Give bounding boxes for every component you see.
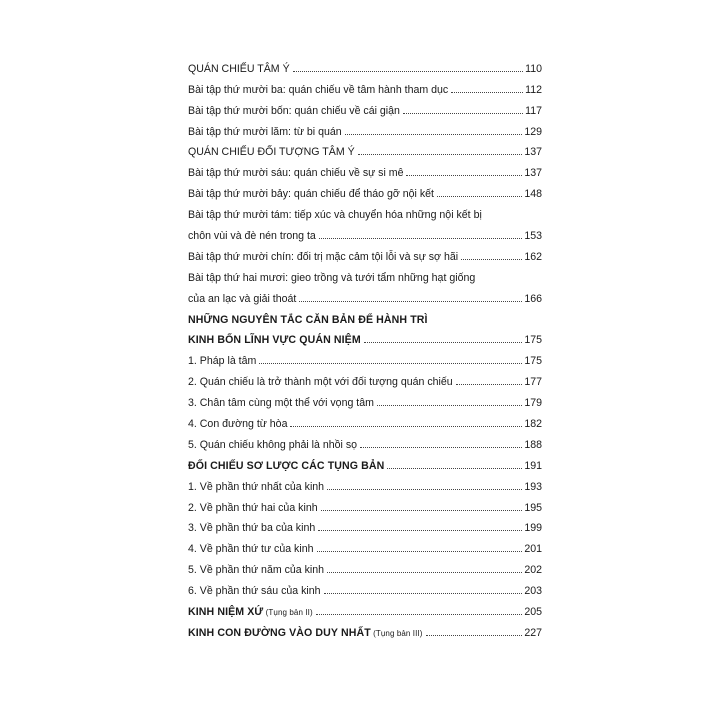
dot-leader <box>358 154 523 155</box>
toc-entry[interactable] <box>188 388 542 409</box>
toc-entry[interactable] <box>188 54 542 75</box>
toc-entry-title: Bài tập thứ mười bảy: quán chiếu để tháo gỡ nội kết <box>188 188 434 201</box>
toc-entry-title: Bài tập thứ mười chín: đối trị mặc cảm tội lỗi và sự sợ hãi <box>188 250 459 263</box>
toc-entry-title: 3. Về phần thứ ba của kinh <box>188 522 316 535</box>
dot-leader <box>451 92 523 93</box>
toc-entry-title: NHỮNG NGUYÊN TẮC CĂN BẢN ĐỂ HÀNH TRÌ <box>188 313 428 326</box>
dot-leader <box>318 530 522 531</box>
toc-entry-title: QUÁN CHIẾU ĐỐI TƯỢNG TÂM Ý <box>188 146 355 159</box>
dot-leader <box>327 489 522 490</box>
page-number: 153 <box>524 230 542 243</box>
toc-entry[interactable] <box>188 242 542 263</box>
toc-entry-title: 4. Con đường từ hòa <box>188 418 288 431</box>
page-number: 110 <box>525 62 542 75</box>
page-number: 201 <box>524 543 542 556</box>
toc-entry[interactable] <box>188 576 542 597</box>
page-number: 179 <box>524 397 542 410</box>
dot-leader <box>316 614 523 615</box>
dot-leader <box>321 510 523 511</box>
toc-entry[interactable] <box>188 305 542 326</box>
page-number: 117 <box>525 104 542 117</box>
toc-entry-subtitle: (Tụng bản II) <box>263 608 313 618</box>
toc-entry-title: 5. Về phần thứ năm của kinh <box>188 564 325 577</box>
toc-entry-title: của an lạc và giải thoát <box>188 292 297 305</box>
toc-entry[interactable] <box>188 117 542 138</box>
dot-leader <box>364 342 523 343</box>
toc-entry-subtitle: (Tụng bản III) <box>370 628 423 638</box>
toc-entry-title: 1. Về phần thứ nhất của kinh <box>188 480 325 493</box>
page-number: 203 <box>524 585 542 598</box>
toc-entry[interactable] <box>188 451 542 472</box>
dot-leader <box>360 447 522 448</box>
page-number: 205 <box>524 606 542 619</box>
toc-entry[interactable] <box>188 597 542 618</box>
toc-entry[interactable] <box>188 367 542 388</box>
page-number: 199 <box>524 522 542 535</box>
toc-entry[interactable] <box>188 284 542 305</box>
toc-entry-title: 6. Về phần thứ sáu của kinh <box>188 585 321 598</box>
dot-leader <box>319 238 523 239</box>
toc-entry[interactable] <box>188 493 542 514</box>
toc-entry[interactable] <box>188 534 542 555</box>
toc-entry-title: 5. Quán chiếu không phải là nhồi sọ <box>188 438 358 451</box>
toc-entry-title: chôn vùi và đè nén trong ta <box>188 230 316 243</box>
dot-leader <box>293 71 523 72</box>
page-number: 148 <box>524 188 542 201</box>
page-number: 175 <box>524 334 542 347</box>
toc-entry[interactable] <box>188 346 542 367</box>
page-number: 177 <box>524 376 542 389</box>
toc-entry-title: 3. Chân tâm cùng một thể với vọng tâm <box>188 397 374 410</box>
dot-leader <box>426 635 523 636</box>
dot-leader <box>377 405 522 406</box>
toc-entry[interactable] <box>188 555 542 576</box>
toc-entry[interactable] <box>188 430 542 451</box>
toc-entry[interactable] <box>188 75 542 96</box>
dot-leader <box>403 113 523 114</box>
page-number: 227 <box>524 626 542 639</box>
dot-leader <box>317 551 523 552</box>
toc-entry-title: Bài tập thứ mười sáu: quán chiếu về sự si mê <box>188 167 404 180</box>
dot-leader <box>406 175 522 176</box>
dot-leader <box>345 134 523 135</box>
page-number: 202 <box>524 564 542 577</box>
page-number: 188 <box>524 438 542 451</box>
toc-entry-title: KINH NIỆM XỨ (Tụng bản II) <box>188 606 313 619</box>
toc-entry-title: Bài tập thứ mười ba: quán chiếu về tâm hành tham dục <box>188 83 449 96</box>
toc-entry-title: QUÁN CHIẾU TÂM Ý <box>188 62 290 75</box>
page-number: 166 <box>524 292 542 305</box>
toc-entry-title: 4. Về phần thứ tư của kinh <box>188 543 314 556</box>
dot-leader <box>324 593 523 594</box>
page-number: 129 <box>524 125 542 138</box>
page-number: 195 <box>524 501 542 514</box>
page-number: 112 <box>525 83 542 96</box>
toc-entry-title: KINH BỐN LĨNH VỰC QUÁN NIỆM <box>188 334 361 347</box>
table-of-contents <box>188 54 542 639</box>
dot-leader <box>437 196 522 197</box>
page-number: 193 <box>524 480 542 493</box>
dot-leader <box>290 426 522 427</box>
toc-entry-title: Bài tập thứ mười bốn: quán chiếu về cái giận <box>188 104 400 117</box>
toc-entry-title: Bài tập thứ mười lăm: từ bi quán <box>188 125 342 138</box>
toc-entry-title: 2. Về phần thứ hai của kinh <box>188 501 318 514</box>
page-number: 191 <box>524 459 542 472</box>
dot-leader <box>387 468 522 469</box>
dot-leader <box>456 384 523 385</box>
page-number: 182 <box>524 418 542 431</box>
toc-entry[interactable] <box>188 179 542 200</box>
dot-leader <box>259 363 522 364</box>
toc-entry[interactable] <box>188 472 542 493</box>
dot-leader <box>327 572 522 573</box>
toc-entry[interactable] <box>188 158 542 179</box>
toc-entry[interactable] <box>188 221 542 242</box>
toc-entry[interactable] <box>188 409 542 430</box>
toc-entry[interactable] <box>188 326 542 347</box>
toc-entry[interactable] <box>188 96 542 117</box>
toc-entry-line: Bài tập thứ hai mươi: gieo trồng và tưới tẩm những hạt giống <box>188 271 476 284</box>
page-number: 175 <box>524 355 542 368</box>
toc-entry-title: ĐỐI CHIẾU SƠ LƯỢC CÁC TỤNG BẢN <box>188 459 385 472</box>
page-number: 137 <box>524 167 542 180</box>
toc-entry-line: Bài tập thứ mười tám: tiếp xúc và chuyển hóa những nội kết bị <box>188 209 482 222</box>
toc-entry-title: KINH CON ĐƯỜNG VÀO DUY NHẤT (Tụng bản III) <box>188 626 423 639</box>
page-number: 137 <box>524 146 542 159</box>
dot-leader <box>299 301 522 302</box>
toc-entry[interactable] <box>188 618 542 639</box>
toc-entry-title: 2. Quán chiếu là trở thành một với đối tượng quán chiếu <box>188 376 453 389</box>
page-number: 162 <box>524 250 542 263</box>
toc-entry-title: 1. Pháp là tâm <box>188 355 257 368</box>
toc-entry[interactable] <box>188 138 542 159</box>
toc-entry[interactable] <box>188 514 542 535</box>
dot-leader <box>461 259 522 260</box>
